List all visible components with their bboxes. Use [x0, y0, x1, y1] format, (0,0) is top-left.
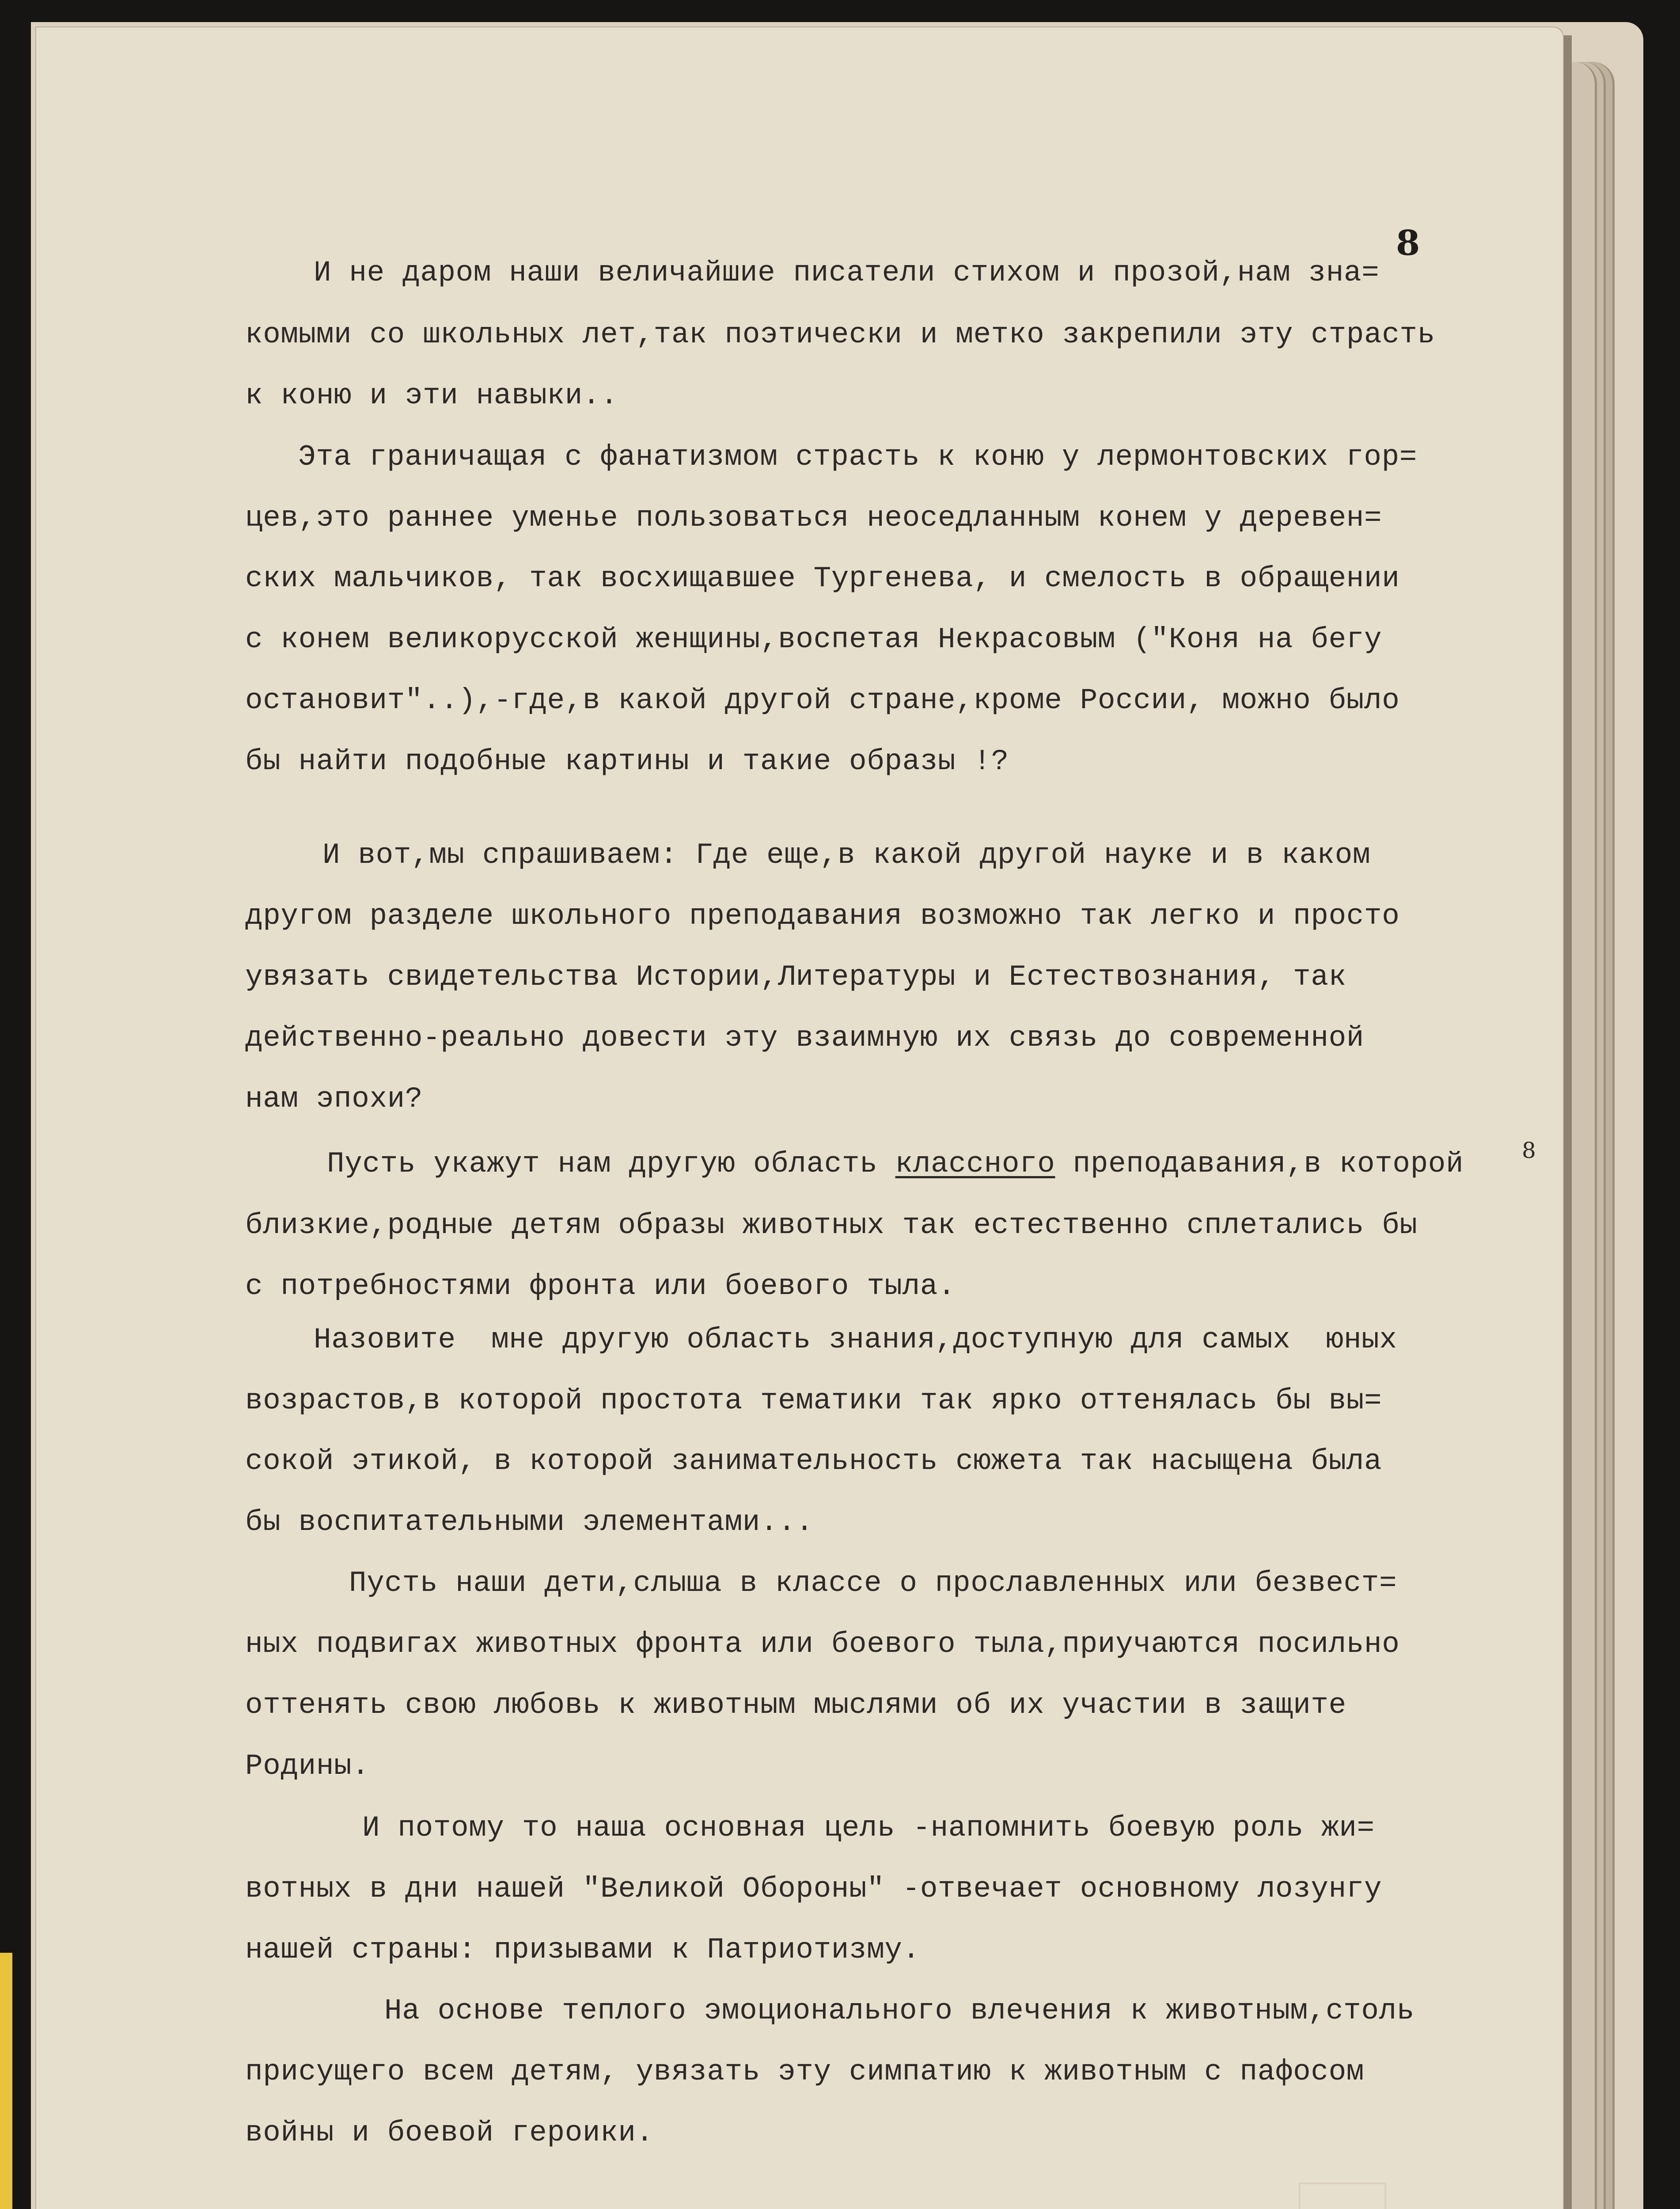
text-line: сокой этикой, в которой занимательность сюжета так насыщена была — [245, 1445, 1382, 1478]
text-line: бы найти подобные картины и такие образы !? — [245, 745, 1009, 778]
text-line: войны и боевой героики. — [245, 2116, 654, 2149]
text-line: И вот,мы спрашиваем: Где еще,в какой другой науке и в каком — [322, 839, 1371, 872]
text-line: возрастов,в которой простота тематики так ярко оттенялась бы вы= — [245, 1384, 1382, 1417]
text-line: бы воспитательными элементами... — [245, 1506, 814, 1539]
text-line: с конем великорусской женщины,воспетая Некрасовым ("Коня на бегу — [245, 623, 1382, 656]
text-line-start: Пусть укажут нам другую область — [327, 1147, 895, 1180]
text-line: На основе теплого эмоционального влечения к животным,столь — [384, 1994, 1415, 2027]
page-number: 8 — [1396, 223, 1420, 263]
text-line: ных подвигах животных фронта или боевого тыла,приучаются посильно — [245, 1628, 1400, 1661]
text-line: увязать свидетельства Истории,Литературы и Естествознания, так — [245, 960, 1346, 994]
text-line: вотных в дни нашей "Великой Обороны" -отвечает основному лозунгу — [245, 1872, 1382, 1905]
text-line-end: преподавания,в которой — [1055, 1147, 1464, 1180]
text-line: другом разделе школьного преподавания возможно так легко и просто — [245, 900, 1400, 933]
text-line: Пусть наши дети,слыша в классе о прославленных или безвест= — [349, 1567, 1397, 1600]
text-line: ских мальчиков, так восхищавшее Тургенева, и смелость в обращении — [245, 562, 1400, 595]
text-line: близкие,родные детям образы животных так естественно сплетались бы — [245, 1209, 1418, 1242]
text-line — [327, 1146, 1464, 1182]
text-line: с потребностями фронта или боевого тыла. — [245, 1270, 956, 1303]
text-line: Назовите мне другую область знания,доступную для самых юных — [314, 1323, 1397, 1356]
text-line: нам эпохи? — [245, 1082, 423, 1116]
text-line: к коню и эти навыки.. — [245, 379, 618, 412]
underlined-word: классного — [895, 1147, 1055, 1180]
margin-mark: 8 — [1522, 1138, 1536, 1163]
text-line: И не даром наши величайшие писатели стихом и прозой,нам зна= — [314, 256, 1380, 289]
text-line: Эта граничащая с фанатизмом страсть к коню у лермонтовских гор= — [298, 440, 1418, 474]
text-line: действенно-реально довести эту взаимную их связь до современной — [245, 1021, 1365, 1055]
text-line: оттенять свою любовь к животным мыслями об их участии в защите — [245, 1689, 1346, 1722]
text-line: комыми со школьных лет,так поэтически и метко закрепили эту страсть — [245, 318, 1435, 351]
text-line: нашей страны: призывами к Патриотизму. — [245, 1933, 920, 1966]
text-line: присущего всем детям, увязать эту симпатию к животным с пафосом — [245, 2055, 1365, 2088]
text-line: остановит"..),-где,в какой другой стране,кроме России, можно было — [245, 684, 1400, 717]
text-line: цев,это раннее уменье пользоваться неоседланным конем у деревен= — [245, 501, 1382, 535]
text-line: И потому то наша основная цель -напомнить боевую роль жи= — [362, 1811, 1375, 1845]
text-line: Родины. — [245, 1750, 370, 1783]
